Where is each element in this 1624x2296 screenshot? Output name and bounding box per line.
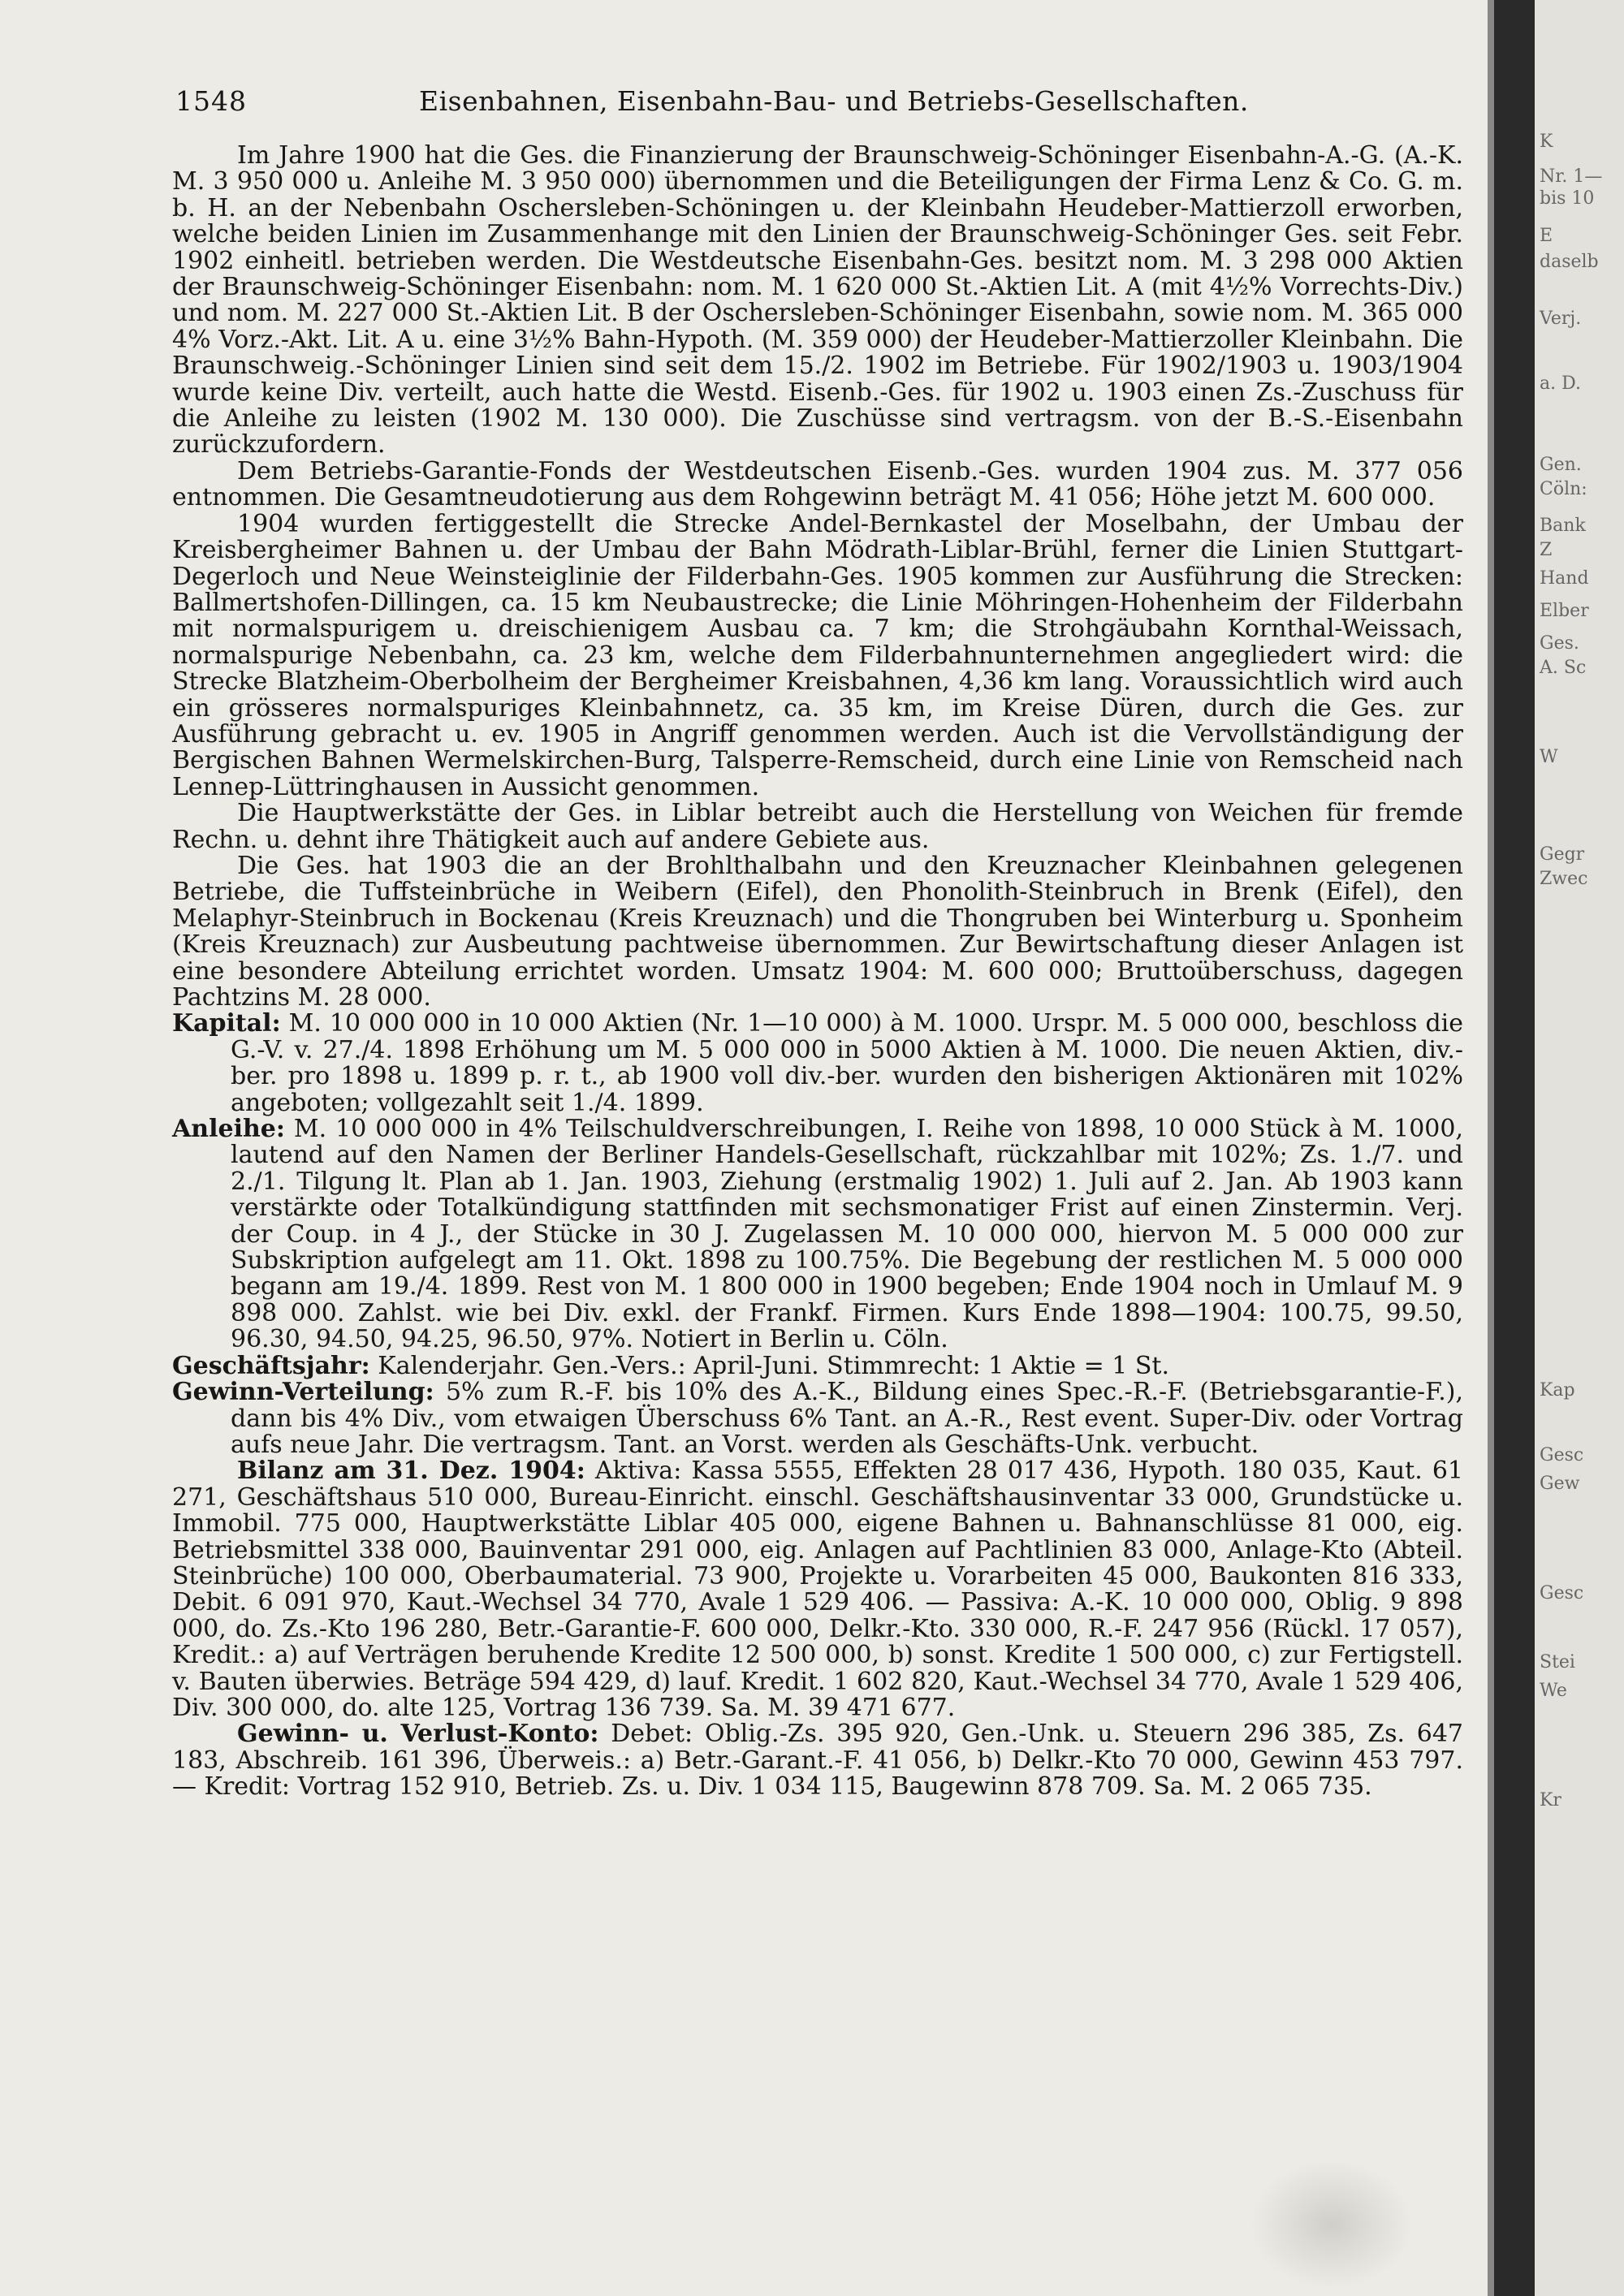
adjacent-page-text: Kr xyxy=(1540,1790,1561,1810)
section-label: Bilanz am 31. Dez. 1904: xyxy=(237,1457,585,1486)
adjacent-page-text: Gew xyxy=(1540,1474,1580,1494)
paragraph-text: Aktiva: Kassa 5555, Effekten 28 017 436, Hypoth. 180 035, Kaut. 61 271, Geschäftshaus 510 000, Bureau-Einricht. einschl. Geschäftshausinventar 33 000, Grundstücke u. Immobil. 775 000, Hauptwerkstätte Liblar 405 000, eigene Bahnen u. Bahnanschlüsse 81 000, eig. Betriebsmittel 338 000, Bauinventar 291 000, eig. Anlagen auf Pachtlinien 83 000, Anlage-Kto (Abteil. Steinbrüche) 100 000, Oberbaumaterial. 73 900, Projekte u. Vorarbeiten 45 000, Baukonten 816 333, Debit. 6 091 970, Kaut.-Wechsel 34 770, Avale 1 529 406. — Passiva: A.-K. 10 000 000, Oblig. 9 898 000, do. Zs.-Kto 196 280, Betr.-Garantie-F. 600 000, Delkr.-Kto. 330 000, R.-F. 247 956 (Rückl. 17 057), Kredit.: a) auf Verträgen beruhende Kredite 12 500 000, b) sonst. Kredite 1 500 000, c) zur Fertigstell. v. Bauten überwies. Beträge 594 429, d) lauf. Kredit. 1 602 820, Kaut.-Wechsel 34 770, Avale 1 529 406, Div. 300 000, do. alte 125, Vortrag 136 739. Sa. M. 39 471 677. xyxy=(172,1457,1463,1722)
paragraph-text: Die Ges. hat 1903 die an der Brohlthalbahn und den Kreuznacher Kleinbahnen gelegenen Betriebe, die Tuffsteinbrüche in Weibern (Eifel), den Phonolith-Steinbruch in Brenk (Eifel), den Melaphyr-Steinbruch in Bockenau (Kreis Kreuznach) und die Thongruben bei Winterburg u. Sponheim (Kreis Kreuznach) zur Ausbeutung pachtweise übernommen. Zur Bewirtschaftung dieser Anlagen ist eine besondere Abteilung errichtet worden. Umsatz 1904: M. 600 000; Bruttoüberschuss, dagegen Pachtzins M. 28 000. xyxy=(172,851,1463,1012)
adjacent-page-text: Kap xyxy=(1540,1380,1575,1400)
adjacent-page-text: E xyxy=(1540,226,1553,246)
page-header xyxy=(175,81,1483,122)
adjacent-page-text: daselb xyxy=(1540,252,1599,272)
paragraph xyxy=(172,1379,1463,1458)
book-gutter xyxy=(1488,0,1535,2296)
gutter-edge xyxy=(1488,0,1494,2296)
paragraph-text: 5% zum R.-F. bis 10% des A.-K., Bildung eines Spec.-R.-F. (Betriebsgarantie-F.), dann bis 4% Div., vom etwaigen Überschuss 6% Tant. an A.-R., Rest event. Super-Div. oder Vortrag aufs neue Jahr. Die vertragsm. Tant. an Vorst. werden als Geschäfts-Unk. verbucht. xyxy=(231,1378,1463,1459)
section-label: Kapital: xyxy=(172,1009,281,1038)
paragraph-text: Dem Betriebs-Garantie-Fonds der Westdeutschen Eisenb.-Ges. wurden 1904 zus. M. 377 056 entnommen. Die Gesamtneudotierung aus dem Rohgewinn beträgt M. 41 056; Höhe jetzt M. 600 000. xyxy=(172,456,1463,512)
adjacent-page-text: Hand xyxy=(1540,568,1589,589)
adjacent-page-fragment xyxy=(1535,0,1624,2296)
paragraph-text: Im Jahre 1900 hat die Ges. die Finanzierung der Braunschweig-Schöninger Eisenbahn-A.-G. (A.-K. M. 3 950 000 u. Anleihe M. 3 950 000) übernommen und die Beteiligungen der Firma Lenz & Co. G. m. b. H. an der Nebenbahn Oschersleben-Schöningen u. der Kleinbahn Heudeber-Mattierzoll erworben, welche beiden Linien im Zusammenhange mit den Linien der Braunschweig-Schöninger Ges. seit Febr. 1902 einheitl. betrieben werden. Die Westdeutsche Eisenbahn-Ges. besitzt nom. M. 3 298 000 Aktien der Braunschweig-Schöninger Eisenbahn: nom. M. 1 620 000 St.-Aktien Lit. A (mit 4½% Vorrechts-Div.) und nom. M. 227 000 St.-Aktien Lit. B der Oschersleben-Schöninger Eisenbahn, sowie nom. M. 365 000 4% Vorz.-Akt. Lit. A u. eine 3½% Bahn-Hypoth. (M. 359 000) der Heudeber-Mattierzoller Kleinbahn. Die Braunschweig.-Schöninger Linien sind seit dem 15./2. 1902 im Betriebe. Für 1902/1903 u. 1903/1904 wurde keine Div. verteilt, auch hatte die Westd. Eisenb.-Ges. für 1902 u. 1903 einen Zs.-Zuschuss für die Anleihe zu leisten (1902 M. 130 000). Die Zuschüsse sind vertragsm. von der B.-S.-Eisenbahn zurückzufordern. xyxy=(172,141,1463,460)
paragraph-text: 1904 wurden fertiggestellt die Strecke Andel-Bernkastel der Moselbahn, der Umbau der Kreisbergheimer Bahnen u. der Umbau der Bahn Mödrath-Liblar-Brühl, ferner die Linien Stuttgart-Degerloch und Neue Weinsteiglinie der Filderbahn-Ges. 1905 kommen zur Ausführung die Strecken: Ballmertshofen-Dillingen, ca. 15 km Neubaustrecke; die Linie Möhringen-Hohenheim der Filderbahn mit normalspurigem u. dreischienigem Ausbau ca. 7 km; die Strohgäubahn Kornthal-Weissach, normalspurige Nebenbahn, ca. 23 km, welche dem Filderbahnunternehmen angegliedert wird: die Strecke Blatzheim-Oberbolheim der Bergheimer Kreisbahnen, 4,36 km lang. Voraussichtlich wird auch ein grösseres normalspuriges Kleinbahnnetz, ca. 35 km, im Kreise Düren, durch die Ges. zur Ausführung gebracht u. ev. 1905 in Angriff genommen werden. Auch ist die Vervollständigung der Bergischen Bahnen Wermelskirchen-Burg, Talsperre-Remscheid, durch eine Linie von Remscheid nach Lennep-Lüttringhausen in Aussicht genommen. xyxy=(172,509,1463,801)
adjacent-page-text: bis 10 xyxy=(1540,188,1595,209)
paragraph-text: Kalenderjahr. Gen.-Vers.: April-Juni. Stimmrecht: 1 Aktie = 1 St. xyxy=(369,1351,1170,1380)
paragraph xyxy=(172,1721,1463,1800)
adjacent-page-text: Cöln: xyxy=(1540,479,1587,499)
paragraph xyxy=(172,1011,1463,1116)
adjacent-page-text: Verj. xyxy=(1540,309,1582,329)
paragraph xyxy=(172,511,1463,801)
paragraph xyxy=(172,801,1463,853)
paragraph xyxy=(172,456,1463,512)
adjacent-page-text: Ges. xyxy=(1540,633,1579,654)
adjacent-page-text: W xyxy=(1540,747,1558,767)
paragraph xyxy=(172,1458,1463,1721)
paragraph-text: M. 10 000 000 in 4% Teilschuldverschreibungen, I. Reihe von 1898, 10 000 Stück à M. 1000, lautend auf den Namen der Berliner Handels-Gesellschaft, rückzahlbar mit 102%; Zs. 1./7. und 2./1. Tilgung lt. Plan ab 1. Jan. 1903, Ziehung (erstmalig 1902) 1. Juli auf 2. Jan. Ab 1903 kann verstärkte oder Totalkündigung stattfinden mit sechsmonatiger Frist auf einen Zinstermin. Verj. der Coup. in 4 J., der Stücke in 30 J. Zugelassen M. 10 000 000, hiervon M. 5 000 000 zur Subskription aufgelegt am 11. Okt. 1898 zu 100.75%. Die Begebung der restlichen M. 5 000 000 begann am 19./4. 1899. Rest von M. 1 800 000 in 1900 begeben; Ende 1904 noch in Umlauf M. 9 898 000. Zahlst. wie bei Div. exkl. der Frankf. Firmen. Kurs Ende 1898—1904: 100.75, 99.50, 96.30, 94.50, 94.25, 96.50, 97%. Notiert in Berlin u. Cöln. xyxy=(231,1115,1463,1354)
adjacent-page-text: Gen. xyxy=(1540,455,1582,475)
adjacent-page-text: Bank xyxy=(1540,516,1586,536)
paragraph xyxy=(172,1116,1463,1353)
adjacent-page-text: Gesc xyxy=(1540,1445,1584,1465)
adjacent-page-text: We xyxy=(1540,1681,1567,1701)
adjacent-page-text: Gesc xyxy=(1540,1583,1584,1603)
paragraph-text: M. 10 000 000 in 10 000 Aktien (Nr. 1—10 000) à M. 1000. Urspr. M. 5 000 000, beschloss die G.-V. v. 27./4. 1898 Erhöhung um M. 5 000 000 in 5000 Aktien à M. 1000. Die neuen Aktien, div.-ber. pro 1898 u. 1899 p. r. t., ab 1900 voll div.-ber. wurden den bisherigen Aktionären mit 102% angeboten; vollgezahlt seit 1./4. 1899. xyxy=(231,1009,1463,1117)
page-number: 1548 xyxy=(175,85,247,117)
body-text xyxy=(172,143,1463,1801)
section-label: Gewinn- u. Verlust-Konto: xyxy=(237,1720,599,1749)
adjacent-page-text: Nr. 1— xyxy=(1540,166,1603,187)
paragraph xyxy=(172,853,1463,1011)
section-label: Geschäftsjahr: xyxy=(172,1351,370,1380)
adjacent-page-text: Zwec xyxy=(1540,869,1588,889)
paper-scuff xyxy=(1250,2160,1413,2290)
adjacent-page-text: Elber xyxy=(1540,601,1589,621)
adjacent-page-text: a. D. xyxy=(1540,373,1581,394)
paragraph-text: Debet: Oblig.-Zs. 395 920, Gen.-Unk. u. Steuern 296 385, Zs. 647 183, Abschreib. 161 396, Überweis.: a) Betr.-Garant.-F. 41 056, b) Delkr.-Kto 70 000, Gewinn 453 797. — Kredit: Vortrag 152 910, Betrieb. Zs. u. Div. 1 034 115, Baugewinn 878 709. Sa. M. 2 065 735. xyxy=(172,1720,1463,1802)
adjacent-page-text: K xyxy=(1540,132,1553,152)
section-label: Anleihe: xyxy=(172,1115,285,1144)
adjacent-page-text: Gegr xyxy=(1540,844,1585,865)
adjacent-page-text: A. Sc xyxy=(1540,658,1587,678)
section-label: Gewinn-Verteilung: xyxy=(172,1378,434,1407)
paragraph xyxy=(172,1353,1463,1379)
adjacent-page-text: Stei xyxy=(1540,1652,1575,1672)
paragraph xyxy=(172,143,1463,459)
paragraph-text: Die Hauptwerkstätte der Ges. in Liblar betreibt auch die Herstellung von Weichen für fremde Rechn. u. dehnt ihre Thätigkeit auch auf andere Gebiete aus. xyxy=(172,799,1463,854)
adjacent-page-text: Z xyxy=(1540,540,1553,560)
running-title: Eisenbahnen, Eisenbahn-Bau- und Betriebs-Gesellschaften. xyxy=(419,85,1249,117)
